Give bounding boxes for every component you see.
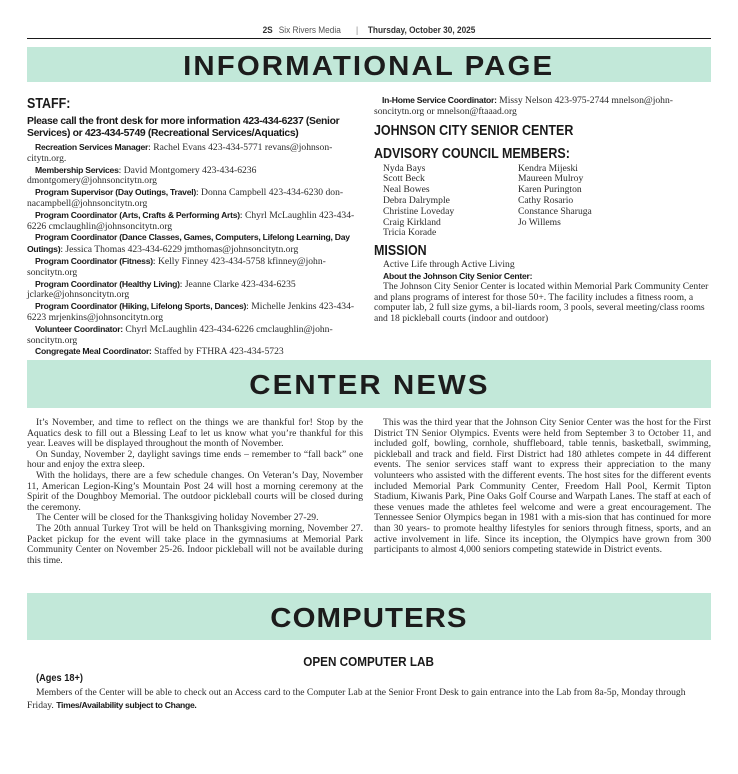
- staff-contact: Rachel Evans 423-434-5771 revans@johnson-citytn.org.: [27, 142, 333, 164]
- council-member: Nyda Bays: [383, 162, 426, 174]
- staff-contact: Donna Campbell 423-434-6230 don-nacampbell@johnsoncitytn.org: [27, 187, 344, 209]
- masthead-rule: [27, 38, 711, 39]
- staff-entry: [27, 324, 363, 347]
- center-news-right-column: [374, 418, 711, 556]
- about-text: The Johnson City Senior Center is located within Memorial Park Community Center and plans programs of interest for those 50+. The facility includes a fitness room, a computer lab, 2 full size gyms, a bil-liards room, 3 pools, several meeting/class rooms and 18 pickleball courts (indoor and outdoor): [374, 280, 709, 325]
- staff-contact: Chyrl McLaughlin 423-434-6226 cmclaughlin@john-soncitytn.org: [27, 323, 333, 346]
- council-member: Scott Beck: [383, 173, 425, 185]
- staff-contact: Staffed by FTHRA 423-434-5723: [154, 346, 284, 358]
- council-member: Constance Sharuga: [518, 205, 592, 217]
- staff-entry: Recreation Services Manager: Rachel Evans 423-434-5771 revans@johnson-citytn.org.: [27, 142, 333, 164]
- about-label: About the Johnson City Senior Center:: [383, 270, 533, 281]
- staff-role: Congregate Meal Coordinator:: [35, 346, 152, 357]
- publication-name: Six Rivers Media: [278, 25, 341, 35]
- staff-heading: STAFF:: [27, 96, 71, 112]
- banner-title: INFORMATIONAL PAGE: [183, 50, 555, 81]
- staff-lead: Please call the front desk for more information 423-434-6237 (Senior Services) or 423-434-5749 (Recreational Services/Aquatics): [27, 116, 340, 139]
- staff-role: Program Coordinator (Arts, Crafts & Performing Arts): [35, 209, 240, 220]
- staff-entry: Program Coordinator (Arts, Crafts & Performing Arts): Chyrl McLaughlin 423-434-6226 cmclaughlin@johnsoncitytn.org: [27, 209, 355, 232]
- council-member: Debra Dalrymple: [383, 194, 450, 206]
- news-paragraph: On Sunday, November 2, daylight savings time ends – remember to “fall back” one hour and enjoy the extra sleep.: [27, 448, 363, 471]
- staff-role: Membership Services: [35, 164, 119, 175]
- staff-entry: Program Coordinator (Dance Classes, Games, Computers, Lifelong Learning, Day Outings): Jessica Thomas 423-434-6229 jmthomas@johnsoncitytn.org: [27, 232, 350, 256]
- computer-lab-description: Members of the Center will be able to check out an Access card to the Computer Lab at the Senior Front Desk to gain entrance into the Lab from 8a-5p, Monday through Friday. Times/Availability subject to Change.: [27, 687, 686, 711]
- council-member: Christine Loveday: [383, 205, 455, 217]
- news-paragraph: The Center will be closed for the Thanksgiving holiday November 27-29.: [36, 512, 319, 524]
- council-members-list: [374, 164, 711, 240]
- center-news-banner: [27, 360, 711, 408]
- mission-heading: MISSION: [374, 243, 427, 260]
- informational-page-banner: [27, 47, 711, 82]
- news-paragraph: It’s November, and time to reflect on the things we are thankful for! Stop by the Aquatics desk to fill out a Blessing Leaf to let us know what you’re thankful for this year. Leaves will be displayed throughout the month of November.: [27, 417, 363, 450]
- staff-role: Recreation Services Manager: [35, 142, 149, 152]
- news-paragraph: The 20th annual Turkey Trot will be held on Thanksgiving morning, November 27. Packet pickup for the event will take place in the gymnasiums at Memorial Park Community Center on November 25-26. Indoor pickleball will not be available during this time.: [27, 522, 363, 566]
- council-member: Tricia Korade: [383, 227, 437, 239]
- staff-contact: Kelly Finney 423-434-5758 kfinney@john-soncitytn.org: [27, 255, 326, 278]
- open-computer-lab-title: OPEN COMPUTER LAB: [303, 654, 435, 669]
- staff-contact: Michelle Jenkins 423-434-6223 mrjenkins@johnsoncitytn.org: [27, 301, 355, 323]
- publication-date: Thursday, October 30, 2025: [367, 25, 476, 35]
- council-member: Neal Bowes: [383, 184, 430, 196]
- banner-title: COMPUTERS: [270, 602, 468, 633]
- masthead-separator: |: [356, 25, 359, 35]
- council-heading-line2: ADVISORY COUNCIL MEMBERS:: [374, 145, 570, 162]
- page-number: 2S: [262, 25, 273, 35]
- staff-entry: Program Coordinator (Hiking, Lifelong Sports, Dances): Michelle Jenkins 423-434-6223 mrjenkins@johnsoncitytn.org: [27, 301, 355, 323]
- staff-entry: Program Supervisor (Day Outings, Travel): Donna Campbell 423-434-6230 don-nacampbell@johnsoncitytn.org: [27, 187, 344, 209]
- banner-title: CENTER NEWS: [248, 369, 490, 400]
- staff-entry: [374, 95, 711, 118]
- council-member: Karen Purington: [518, 184, 582, 196]
- staff-entry: Program Coordinator (Fitness): Kelly Finney 423-434-5758 kfinney@john-soncitytn.org: [27, 255, 326, 278]
- ages-label: (Ages 18+): [36, 672, 83, 684]
- council-member: Kendra Mijeski: [518, 162, 578, 174]
- council-member: Maureen Mulroy: [518, 173, 584, 185]
- council-member: Craig Kirkland: [383, 216, 441, 228]
- staff-contact: Jeanne Clarke 423-434-6235 jclarke@johnsoncitytn.org: [27, 278, 296, 301]
- center-news-left-column: [27, 418, 363, 566]
- council-member: Cathy Rosario: [518, 194, 574, 206]
- staff-contact: Jessica Thomas 423-434-6229 jmthomas@johnsoncitytn.org: [65, 244, 299, 256]
- staff-role: Program Supervisor (Day Outings, Travel): [35, 187, 196, 198]
- news-paragraph: With the holidays, there are a few schedule changes. On Veteran’s Day, November 11, American Legion-King’s Mountain Post 24 will host a morning ceremony at the Spirit of the Doughboy Memorial. The outdoor pickleball courts will be closed during the ceremony.: [27, 469, 363, 513]
- staff-role: Program Coordinator (Fitness): [35, 255, 153, 266]
- staff-entry: [27, 346, 363, 358]
- council-heading-line1: JOHNSON CITY SENIOR CENTER: [374, 122, 574, 139]
- computers-banner: [27, 593, 711, 640]
- masthead: [54, 22, 683, 38]
- staff-column: [27, 95, 363, 358]
- staff-entry: Membership Services: David Montgomery 423-434-6236 dmontgomery@johnsoncitytn.org: [27, 164, 257, 187]
- staff-role: Program Coordinator (Healthy Living): [35, 278, 180, 289]
- staff-entry: Program Coordinator (Healthy Living): Jeanne Clarke 423-434-6235 jclarke@johnsoncitytn.org: [27, 278, 296, 301]
- staff-role: Program Coordinator (Dance Classes, Games, Computers, Lifelong Learning, Day Outings): [27, 232, 350, 255]
- council-mission-column: [374, 95, 711, 325]
- availability-note: Times/Availability subject to Change.: [56, 700, 197, 710]
- staff-role: Volunteer Coordinator:: [35, 323, 123, 334]
- staff-contact: Missy Nelson 423-975-2744 mnelson@john-soncitytn.org or mnelson@ftaaad.org: [374, 95, 673, 117]
- news-paragraph: This was the third year that the Johnson City Senior Center was the host for the First District TN Senior Olympics. Events were held from September 3 to October 11, and included golf, bowling, cornhole, shuffleboard, table tennis, basketball, swimming, pickleball and track and field. First District had 180 athletes compete in 44 different events. The senior services staff want to express their appreciation to the many volunteers who assisted with the different events. The host sites for the different events included Memorial Park Community Center, Freedom Hall Pool, Kermit Tipton Stadium, Kiwanis Park, Pine Oaks Golf Course and Warpath Lanes. The staff at each of these venues made the athletes feel welcome and were a great encouragement. The Tennessee Senior Olympics began in 1981 with a mis-sion that has continued for more than 30 years- to promote healthy lifestyles for seniors through fitness, sports, and an active involvement in life. Since its inception, the Olympics have grown from 300 participants to almost 4,000 seniors competing statewide in District events.: [374, 417, 711, 556]
- staff-contact: Chyrl McLaughlin 423-434-6226 cmclaughlin@johnsoncitytn.org: [27, 209, 355, 232]
- council-member: Jo Willems: [518, 216, 561, 228]
- staff-role: In-Home Service Coordinator:: [382, 95, 497, 105]
- staff-role: Program Coordinator (Hiking, Lifelong Sports, Dances): [35, 301, 247, 312]
- staff-contact: David Montgomery 423-434-6236 dmontgomery@johnsoncitytn.org: [27, 164, 257, 187]
- mission-statement: Active Life through Active Living: [383, 259, 515, 271]
